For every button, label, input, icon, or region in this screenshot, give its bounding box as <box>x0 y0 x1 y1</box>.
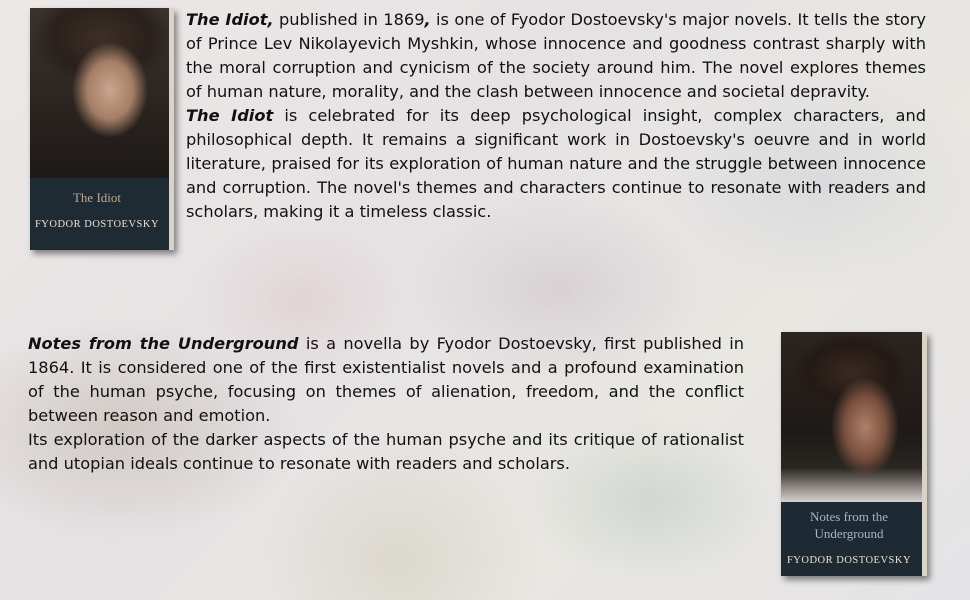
text: Its exploration of the darker aspects of the human psyche and its critique of rationalist and utopian ideals continue to resonate with readers and scholars. <box>28 430 744 473</box>
bold-comma: , <box>424 10 431 29</box>
bold-title: The Idiot <box>186 106 274 125</box>
bold-title: Notes from the Underground <box>28 334 299 353</box>
book-title <box>781 508 917 542</box>
the-idiot-book-cover <box>30 8 174 250</box>
paragraph <box>28 332 744 428</box>
page-edge <box>922 332 927 576</box>
text: is celebrated for its deep psychological insight, complex characters, and philosophical depth. It remains a significant work in Dostoevsky's oeuvre and in world literature, praised for its exploration of human nature and the struggle between innocence and corruption. The novel's themes and characters continue to resonate with readers and scholars, making it a timeless classic. <box>186 106 927 221</box>
text: published in 1869 <box>273 10 425 29</box>
book-author: FYODOR DOSTOEVSKY <box>34 219 160 230</box>
page-edge <box>169 8 174 250</box>
book-title-line: Notes from the <box>810 509 888 524</box>
text: is one of Fyodor Dostoevsky's major novels. It tells the story of Prince Lev Nikolayevich Myshkin, whose innocence and goodness contrast sharply with the moral corruption and cynicism of the society around him. The novel explores themes of human nature, morality, and the clash between innocence and societal depravity. <box>186 10 926 101</box>
paragraph <box>28 428 744 476</box>
cover-band <box>781 502 922 576</box>
bold-title: The Idiot, <box>186 10 274 29</box>
paragraph <box>186 8 926 104</box>
the-idiot-description <box>186 8 926 224</box>
portrait-image <box>30 8 169 178</box>
book-title: The Idiot <box>72 190 121 205</box>
paragraph <box>186 104 926 224</box>
notes-underground-book-cover <box>781 332 927 576</box>
cover-band <box>30 178 169 250</box>
text: is a novella by Fyodor Dostoevsky, first published in 1864. It is considered one of the first existentialist novels and a profound examination of the human psyche, focusing on themes of alienation, freedom, and the conflict between reason and emotion. <box>28 334 744 425</box>
notes-underground-description <box>28 332 744 476</box>
portrait-image <box>781 332 922 502</box>
book-title-line: Underground <box>814 526 884 541</box>
book-author: FYODOR DOSTOEVSKY <box>786 555 912 566</box>
